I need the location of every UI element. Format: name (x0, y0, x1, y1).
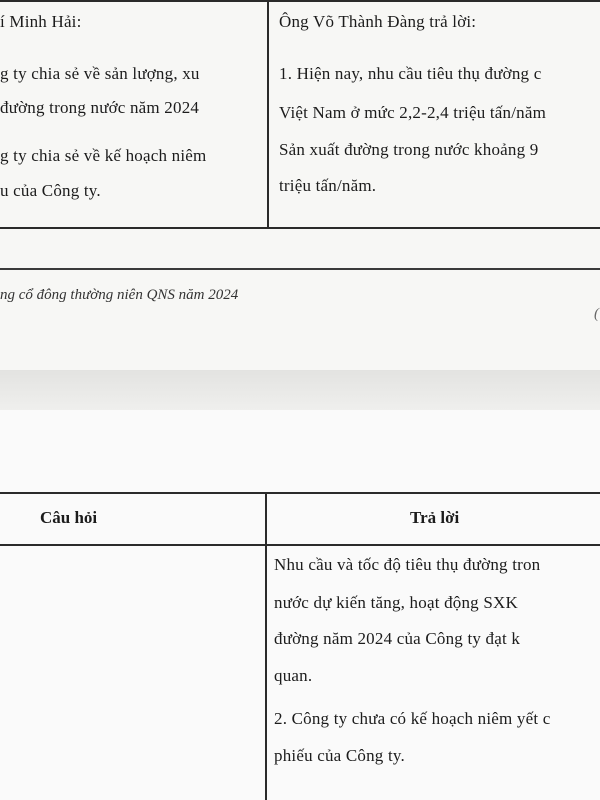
left-cell-line: g ty chia sẻ về kế hoạch niêm (0, 146, 207, 165)
answer-line: phiếu của Công ty. (274, 746, 405, 765)
answer-line: đường năm 2024 của Công ty đạt k (274, 629, 521, 648)
column-header-question: Câu hỏi (40, 508, 98, 527)
right-cell-line: triệu tấn/năm. (279, 176, 377, 195)
right-cell-line: 1. Hiện nay, nhu cầu tiêu thụ đường c (279, 64, 542, 83)
footer-rule (0, 268, 600, 270)
table-header-bottom-border (0, 544, 600, 546)
page-footer-text: ng cổ đông thường niên QNS năm 2024 (0, 287, 239, 303)
right-cell-line: Ông Võ Thành Đàng trả lời: (279, 12, 477, 31)
table-top-border (0, 0, 600, 2)
document-page-bottom (0, 410, 600, 800)
table-column-divider (267, 0, 269, 228)
table-bottom-border (0, 227, 600, 229)
column-header-answer: Trả lời (410, 508, 460, 527)
left-cell-line: g ty chia sẻ về sản lượng, xu (0, 64, 200, 83)
page-gap (0, 370, 600, 410)
table-top-border (0, 492, 600, 494)
left-cell-line: í Minh Hải: (0, 12, 82, 31)
right-cell-line: Sản xuất đường trong nước khoảng 9 (279, 140, 539, 159)
document-page-top (0, 0, 600, 370)
right-cell-line: Việt Nam ở mức 2,2-2,4 triệu tấn/năm (279, 103, 547, 122)
table-column-divider (265, 492, 267, 800)
answer-line: quan. (274, 666, 313, 685)
left-cell-line: u của Công ty. (0, 181, 101, 200)
answer-line: 2. Công ty chưa có kế hoạch niêm yết c (274, 709, 551, 728)
answer-line: nước dự kiến tăng, hoạt động SXK (274, 593, 518, 612)
answer-line: Nhu cầu và tốc độ tiêu thụ đường tron (274, 555, 541, 574)
page-footer-mark: ( (594, 306, 599, 322)
left-cell-line: đường trong nước năm 2024 (0, 98, 200, 117)
